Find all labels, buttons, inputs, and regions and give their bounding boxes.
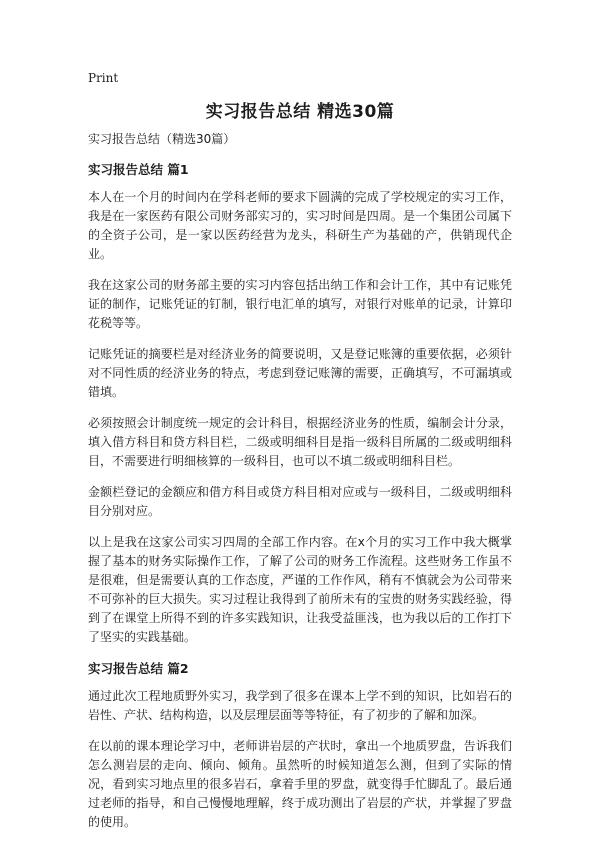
document-body (88, 130, 512, 844)
document-title: 实习报告总结 精选30篇 (205, 102, 395, 122)
paragraph: 必须按照会计制度统一规定的会计科目，根据经济业务的性质，编制会计分录，填入借方科目和贷方科目栏，二级或明细科目是指一级科目所属的二级或明细科目，不需要进行明细核算的一级科目，也可以不填二级或明细科目栏。 (88, 416, 512, 468)
section-heading: 实习报告总结 篇1 (88, 162, 189, 177)
document-subtitle: 实习报告总结（精选30篇） (88, 132, 236, 146)
paragraph: 在以前的课本理论学习中，老师讲岩层的产状时，拿出一个地质罗盘，告诉我们怎么测岩层的走向、倾向、倾角。虽然听的时候知道怎么测，但到了实际的情况，看到实习地点里的很多岩石，拿着手里的罗盘，就变得手忙脚乱了。最后通过老师的指导，和自己慢慢地理解，终于成功测出了岩层的产状，并掌握了罗盘的使用。 (88, 739, 512, 829)
print-link[interactable]: Print (88, 71, 119, 85)
paragraph: 本人在一个月的时间内在学科老师的要求下圆满的完成了学校规定的实习工作，我是在一家医药有限公司财务部实习的，实习时间是四周。是一个集团公司属下的全资子公司，是一家以医药经营为龙头，科研生产为基础的产，供销现代企业。 (88, 190, 512, 261)
paragraph: 我在这家公司的财务部主要的实习内容包括出纳工作和会计工作，其中有记账凭证的制作，记账凭证的钉制，银行电汇单的填写，对银行对账单的记录，计算印花税等等。 (88, 278, 512, 330)
paragraph: 以上是我在这家公司实习四周的全部工作内容。在x个月的实习工作中我大概掌握了基本的财务实际操作工作，了解了公司的财务工作流程。这些财务工作虽不是很难，但是需要认真的工作态度，严谨的工作作风，稍有不慎就会为公司带来不可弥补的巨大损失。实习过程让我得到了前所未有的宝贵的财务实践经验，得到了在课堂上所得不到的许多实践知识，让我受益匪浅，也为我以后的工作打下了坚实的实践基础。 (88, 535, 512, 644)
section-heading: 实习报告总结 篇2 (88, 661, 189, 676)
paragraph: 通过此次工程地质野外实习，我学到了很多在课本上学不到的知识，比如岩石的岩性、产状、结构构造，以及层理层面等等特征，有了初步的了解和加深。 (88, 689, 512, 722)
paragraph: 金额栏登记的金额应和借方科目或贷方科目相对应或与一级科目，二级或明细科目分别对应。 (88, 485, 512, 518)
paragraph: 记账凭证的摘要栏是对经济业务的简要说明，又是登记账簿的重要依据，必须针对不同性质的经济业务的特点，考虑到登记账簿的需要，正确填写，不可漏填或错填。 (88, 347, 512, 399)
